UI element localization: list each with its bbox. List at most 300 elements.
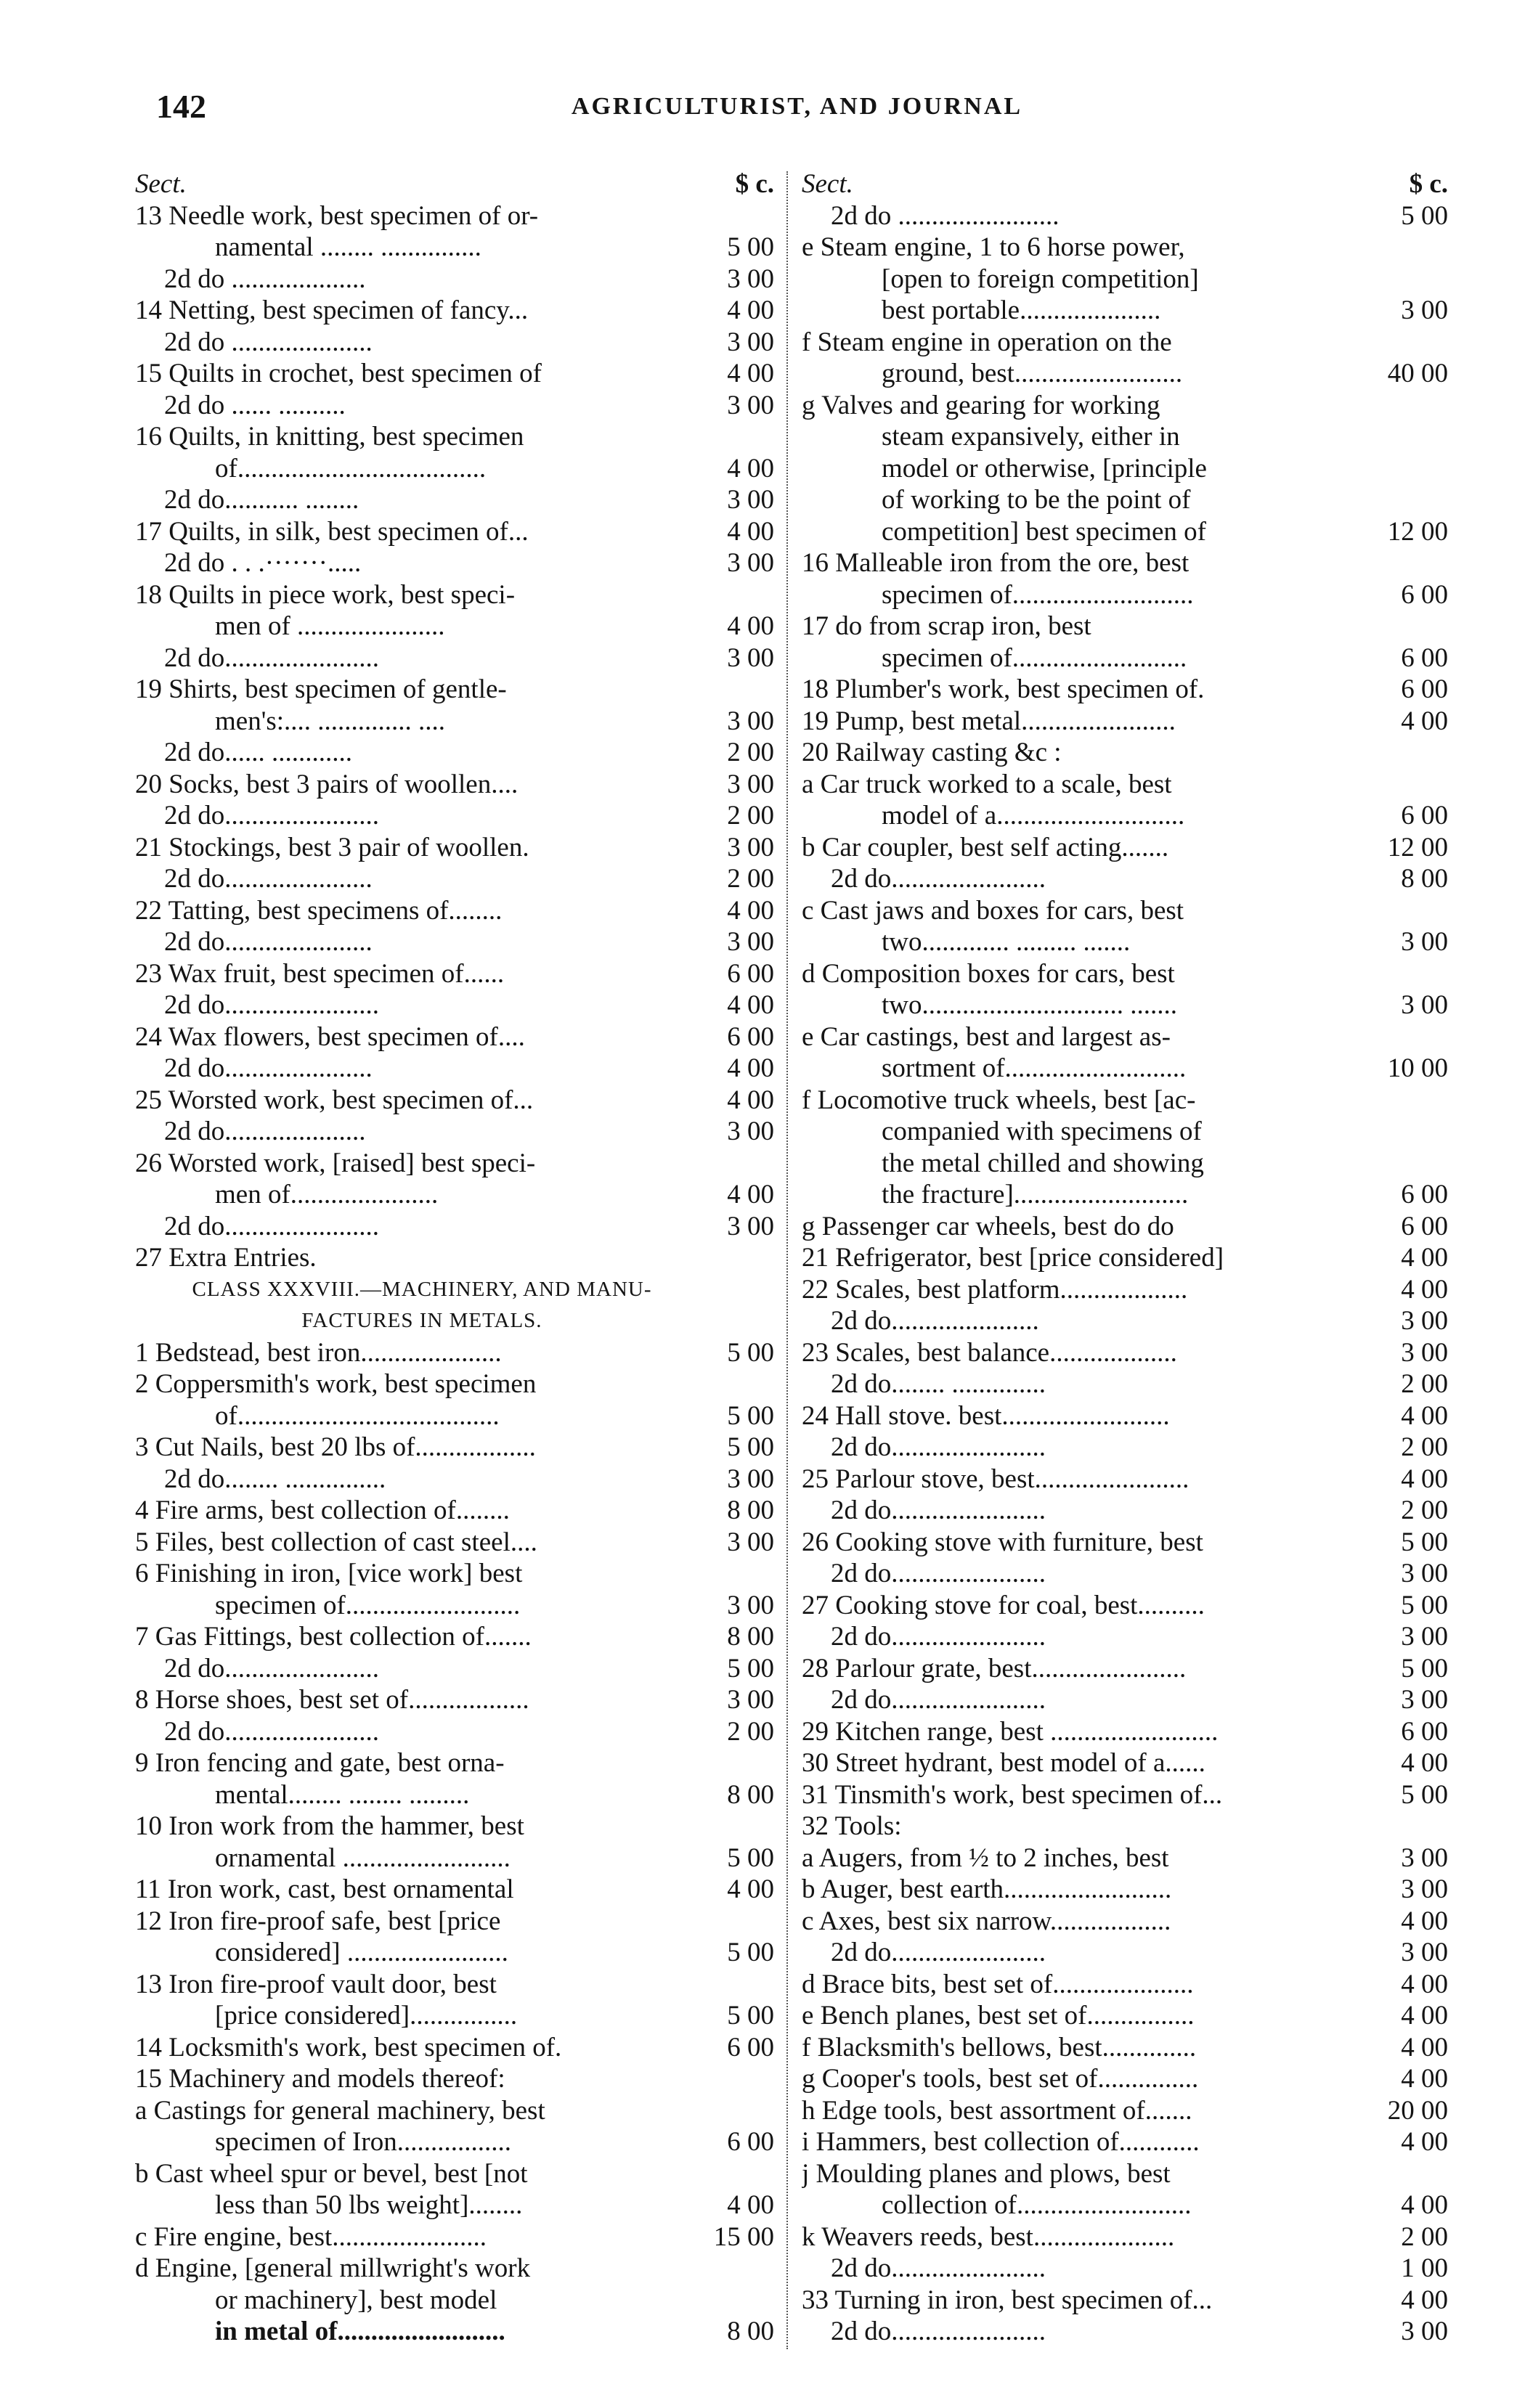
list-item — [802, 926, 1448, 958]
list-item — [135, 295, 774, 327]
entry-text: 22 Tatting, best specimens of........ — [135, 895, 503, 926]
entry-text: 33 Turning in iron, best specimen of... — [802, 2285, 1213, 2315]
entry-amount: 8 00 — [1401, 864, 1448, 894]
list-item — [135, 1053, 774, 1085]
list-item — [135, 390, 774, 422]
list-item — [135, 1590, 774, 1622]
list-item — [802, 1874, 1448, 1906]
list-item — [802, 1148, 1448, 1180]
list-item — [135, 2285, 774, 2317]
list-item — [802, 295, 1448, 327]
entry-text: model of a............................ — [882, 801, 1185, 830]
entry-amount: 5 00 — [1401, 1527, 1448, 1557]
entry-amount: 6 00 — [1401, 1180, 1448, 1209]
list-item — [802, 1811, 1448, 1842]
list-item — [802, 421, 1448, 453]
entry-amount: 5 00 — [727, 1337, 774, 1368]
list-item — [802, 2285, 1448, 2317]
entry-amount: 4 00 — [727, 516, 774, 547]
right-column — [802, 168, 1448, 2348]
entry-text: 17 Quilts, in silk, best specimen of... — [135, 516, 529, 547]
entry-amount: 4 00 — [1401, 2032, 1448, 2062]
entry-amount: 4 00 — [1401, 1243, 1448, 1273]
list-item — [802, 1621, 1448, 1653]
entry-text: 2d do........ .............. — [831, 1369, 1046, 1399]
entry-amount: 3 00 — [727, 1590, 774, 1620]
list-item — [135, 1432, 774, 1464]
entry-amount: 5 00 — [727, 1432, 774, 1462]
entry-amount: 6 00 — [1401, 642, 1448, 673]
list-item — [802, 674, 1448, 706]
entry-amount: 4 00 — [1401, 1464, 1448, 1494]
entry-text: men of ...................... — [215, 611, 445, 641]
entry-text: Sect. — [135, 169, 187, 199]
list-item — [802, 832, 1448, 864]
list-item — [802, 611, 1448, 642]
list-item — [802, 264, 1448, 295]
list-item — [802, 1716, 1448, 1748]
entry-amount: 4 00 — [727, 359, 774, 388]
list-item — [802, 547, 1448, 579]
list-item — [802, 327, 1448, 359]
entry-amount: $ c. — [1409, 169, 1448, 199]
entry-text: 2d do........ ............... — [164, 1464, 386, 1494]
entry-amount: 4 00 — [1401, 2285, 1448, 2315]
entry-amount: 4 00 — [727, 895, 774, 926]
list-item — [135, 1148, 774, 1180]
entry-amount: 3 00 — [727, 327, 774, 357]
entry-text: men of...................... — [215, 1180, 439, 1209]
entry-amount: 3 00 — [727, 390, 774, 420]
entry-text: 2d do...................... — [164, 927, 373, 957]
entry-text: companied with specimens of — [882, 1117, 1202, 1146]
list-item — [802, 1305, 1448, 1337]
entry-amount: 3 00 — [727, 1685, 774, 1715]
entry-amount: 4 00 — [1401, 1969, 1448, 1999]
list-item — [135, 1116, 774, 1148]
list-item — [135, 1716, 774, 1748]
entry-text: 2 Coppersmith's work, best specimen — [135, 1369, 537, 1399]
list-item — [802, 1053, 1448, 1085]
list-item — [802, 2095, 1448, 2127]
entry-text: e Bench planes, best set of................ — [802, 2001, 1195, 2031]
list-item — [802, 1021, 1448, 1053]
entry-amount: 4 00 — [1401, 1906, 1448, 1936]
entry-text: 14 Netting, best specimen of fancy... — [135, 295, 529, 325]
entry-text: 23 Scales, best balance................... — [802, 1337, 1177, 1368]
list-item — [135, 358, 774, 390]
entry-amount: 4 00 — [727, 295, 774, 325]
list-item — [135, 1527, 774, 1559]
list-item — [135, 1274, 774, 1306]
entry-text: 17 do from scrap iron, best — [802, 611, 1091, 641]
list-item — [135, 2316, 774, 2348]
entry-text: 20 Socks, best 3 pairs of woollen.... — [135, 769, 518, 799]
entry-text: g Valves and gearing for working — [802, 390, 1160, 420]
entry-amount: 4 00 — [727, 611, 774, 641]
list-item — [135, 958, 774, 990]
entry-text: 19 Shirts, best specimen of gentle- — [135, 674, 507, 704]
entry-amount: 3 00 — [727, 832, 774, 862]
entry-text: steam expansively, either in — [882, 422, 1180, 452]
list-item — [802, 453, 1448, 485]
entry-text: 2d do....................... — [831, 1495, 1046, 1525]
journal-title: AGRICULTURIST, AND JOURNAL — [571, 93, 1023, 120]
entry-text: model or otherwise, [principle — [882, 453, 1207, 483]
entry-text: the fracture].......................... — [882, 1180, 1189, 1209]
entry-amount: 3 00 — [727, 642, 774, 673]
list-item — [135, 421, 774, 453]
list-item — [135, 2063, 774, 2095]
entry-amount: 6 00 — [1401, 1211, 1448, 1241]
entry-text: 2d do....................... — [831, 1685, 1046, 1715]
entry-text: 22 Scales, best platform................... — [802, 1274, 1188, 1305]
entry-amount: 4 00 — [1401, 2190, 1448, 2220]
list-item — [802, 1779, 1448, 1811]
entry-amount: 5 00 — [1401, 1779, 1448, 1810]
list-item — [802, 1432, 1448, 1464]
entry-text: 29 Kitchen range, best ......................... — [802, 1716, 1219, 1747]
entry-text: d Brace bits, best set of..................... — [802, 1969, 1194, 1999]
entry-amount: 5 00 — [727, 1938, 774, 1967]
list-item — [802, 2189, 1448, 2221]
entry-amount: $ c. — [735, 169, 774, 199]
list-item — [802, 2000, 1448, 2032]
list-item — [135, 1747, 774, 1779]
entry-amount: 3 00 — [727, 706, 774, 736]
list-item — [802, 1747, 1448, 1779]
entry-amount: 5 00 — [727, 1400, 774, 1431]
list-item — [135, 1937, 774, 1969]
entry-amount: 3 00 — [1401, 1874, 1448, 1904]
entry-amount: 3 00 — [1401, 1559, 1448, 1588]
list-item — [135, 1842, 774, 1874]
entry-amount: 3 00 — [727, 1527, 774, 1557]
list-item — [135, 200, 774, 232]
list-item — [802, 1558, 1448, 1590]
entry-text: 2d do .................... — [164, 264, 366, 294]
entry-text: a Augers, from ½ to 2 inches, best — [802, 1842, 1169, 1873]
entry-text: a Car truck worked to a scale, best — [802, 769, 1172, 799]
entry-amount: 3 00 — [727, 548, 774, 578]
entry-text: e Steam engine, 1 to 6 horse power, — [802, 232, 1185, 262]
list-item — [135, 1242, 774, 1274]
entry-text: 2d do....................... — [831, 1559, 1046, 1588]
entry-text: CLASS XXXVIII.—MACHINERY, AND MANU- — [192, 1277, 652, 1301]
entry-amount: 4 00 — [1401, 2127, 1448, 2157]
entry-amount: 4 00 — [727, 1180, 774, 1209]
list-item — [802, 1116, 1448, 1148]
list-item — [802, 706, 1448, 738]
list-item — [135, 1495, 774, 1527]
entry-amount: 5 00 — [1401, 1653, 1448, 1683]
entry-text: f Blacksmith's bellows, best.............. — [802, 2032, 1197, 2062]
entry-text: 10 Iron work from the hammer, best — [135, 1811, 524, 1841]
entry-amount: 3 00 — [1401, 1306, 1448, 1336]
list-item — [135, 2158, 774, 2190]
entry-text: FACTURES IN METALS. — [301, 1309, 542, 1332]
list-item — [802, 516, 1448, 548]
entry-text: ornamental ......................... — [215, 1842, 511, 1873]
entry-amount: 3 00 — [1401, 1842, 1448, 1873]
entry-text: namental ........ ............... — [215, 232, 481, 262]
list-item — [135, 1779, 774, 1811]
entry-text: 2d do..................... — [164, 1117, 366, 1146]
list-item — [135, 642, 774, 674]
entry-text: 2d do....................... — [164, 1211, 379, 1241]
entry-amount: 3 00 — [727, 264, 774, 294]
list-item — [135, 1969, 774, 2001]
list-item — [802, 1906, 1448, 1938]
list-item — [802, 1842, 1448, 1874]
list-item — [802, 1969, 1448, 2001]
entry-text: 19 Pump, best metal....................... — [802, 706, 1176, 736]
list-item — [802, 1211, 1448, 1243]
entry-text: 2d do ..................... — [164, 327, 373, 357]
entry-text: 16 Malleable iron from the ore, best — [802, 548, 1190, 578]
entry-text: 15 Quilts in crochet, best specimen of — [135, 359, 542, 388]
list-item — [135, 832, 774, 864]
list-item — [802, 1274, 1448, 1306]
list-item — [135, 2253, 774, 2285]
entry-amount: 8 00 — [727, 1495, 774, 1525]
list-item — [135, 1874, 774, 1906]
entry-amount: 1 00 — [1401, 2253, 1448, 2283]
entry-amount: 5 00 — [1401, 1590, 1448, 1620]
list-item — [802, 390, 1448, 422]
entry-text: or machinery], best model — [215, 2285, 497, 2315]
list-item — [802, 1400, 1448, 1432]
entry-amount: 2 00 — [727, 864, 774, 894]
entry-text: 7 Gas Fittings, best collection of....... — [135, 1622, 532, 1652]
entry-text: 2d do ...... .......... — [164, 390, 346, 420]
entry-text: 9 Iron fencing and gate, best orna- — [135, 1748, 505, 1778]
entry-text: 26 Worsted work, [raised] best speci- — [135, 1148, 536, 1178]
entry-text: b Cast wheel spur or bevel, best [not — [135, 2158, 528, 2189]
list-item — [135, 2189, 774, 2221]
list-item — [135, 1179, 774, 1211]
entry-text: 13 Needle work, best specimen of or- — [135, 200, 539, 231]
list-item — [802, 2253, 1448, 2285]
entry-text: 2d do....................... — [164, 642, 379, 673]
entry-text: 5 Files, best collection of cast steel.... — [135, 1527, 537, 1557]
entry-text: f Locomotive truck wheels, best [ac- — [802, 1085, 1196, 1115]
list-item — [135, 516, 774, 548]
entry-text: 2d do....................... — [831, 1432, 1046, 1462]
list-item — [135, 1621, 774, 1653]
entry-amount: 12 00 — [1387, 516, 1448, 547]
entry-text: 2d do....................... — [831, 864, 1046, 894]
entry-text: 2d do....................... — [164, 1716, 379, 1747]
list-item — [135, 1211, 774, 1243]
entry-amount: 6 00 — [727, 2032, 774, 2062]
entry-amount: 3 00 — [1401, 1685, 1448, 1715]
entry-text: 20 Railway casting &c : — [802, 738, 1062, 767]
list-item — [135, 1368, 774, 1400]
entry-text: c Cast jaws and boxes for cars, best — [802, 895, 1184, 926]
list-item — [135, 769, 774, 801]
list-item — [802, 1937, 1448, 1969]
list-item — [135, 1464, 774, 1495]
entry-text: 16 Quilts, in knitting, best specimen — [135, 422, 524, 452]
entry-amount: 3 00 — [1401, 990, 1448, 1020]
entry-text: 23 Wax fruit, best specimen of...... — [135, 958, 505, 989]
entry-text: e Car castings, best and largest as- — [802, 1021, 1171, 1052]
list-item — [135, 1684, 774, 1716]
entry-text: 2d do....................... — [164, 990, 379, 1020]
entry-text: 14 Locksmith's work, best specimen of. — [135, 2032, 562, 2062]
list-item — [802, 1368, 1448, 1400]
entry-text: collection of.......................... — [882, 2190, 1192, 2220]
list-item — [802, 958, 1448, 990]
list-item — [135, 484, 774, 516]
list-item — [802, 2316, 1448, 2348]
entry-text: [price considered]................ — [215, 2001, 518, 2031]
list-item — [802, 737, 1448, 769]
entry-amount: 6 00 — [727, 1021, 774, 1052]
entry-text: best portable..................... — [882, 295, 1161, 325]
list-item — [135, 579, 774, 611]
entry-text: g Cooper's tools, best set of............... — [802, 2064, 1199, 2094]
list-item — [135, 863, 774, 895]
entry-amount: 6 00 — [1401, 801, 1448, 830]
entry-amount: 4 00 — [1401, 2064, 1448, 2094]
list-item — [802, 232, 1448, 264]
list-item — [802, 2158, 1448, 2190]
list-item — [802, 1495, 1448, 1527]
list-item — [135, 1653, 774, 1685]
entry-text: 2d do....................... — [164, 1653, 379, 1683]
list-item — [135, 264, 774, 295]
entry-text: 27 Extra Entries. — [135, 1243, 317, 1273]
entry-amount: 8 00 — [727, 1779, 774, 1810]
entry-text: i Hammers, best collection of............ — [802, 2127, 1200, 2157]
entry-amount: 8 00 — [727, 2317, 774, 2346]
entry-text: 28 Parlour grate, best....................... — [802, 1653, 1187, 1683]
list-item — [135, 611, 774, 642]
entry-text: 24 Wax flowers, best specimen of.... — [135, 1021, 525, 1052]
entry-amount: 6 00 — [727, 2127, 774, 2157]
entry-text: 26 Cooking stove with furniture, best — [802, 1527, 1203, 1557]
list-item — [135, 674, 774, 706]
entry-amount: 4 00 — [1401, 2001, 1448, 2031]
list-item — [135, 1337, 774, 1369]
entry-text: 2d do...................... — [164, 1053, 373, 1083]
list-item — [802, 1337, 1448, 1369]
list-item — [135, 453, 774, 485]
list-item — [135, 1400, 774, 1432]
entry-text: 15 Machinery and models thereof: — [135, 2064, 505, 2094]
entry-text: f Steam engine in operation on the — [802, 327, 1172, 357]
entry-text: the metal chilled and showing — [882, 1148, 1204, 1178]
list-item — [802, 1684, 1448, 1716]
entry-text: 11 Iron work, cast, best ornamental — [135, 1874, 514, 1904]
running-head — [156, 87, 1438, 138]
entry-text: 2d do....................... — [831, 1622, 1046, 1652]
list-item — [802, 863, 1448, 895]
entry-text: competition] best specimen of — [882, 516, 1206, 547]
entry-amount: 2 00 — [727, 1716, 774, 1747]
entry-text: 12 Iron fire-proof safe, best [price — [135, 1906, 501, 1936]
list-item — [802, 358, 1448, 390]
list-item — [135, 1085, 774, 1117]
entry-text: mental........ ........ ......... — [215, 1779, 470, 1810]
list-item — [135, 1811, 774, 1842]
entry-amount: 8 00 — [727, 1622, 774, 1652]
list-item — [802, 168, 1448, 200]
list-item — [802, 989, 1448, 1021]
entry-amount: 4 00 — [727, 1874, 774, 1904]
entry-text: a Castings for general machinery, best — [135, 2095, 545, 2126]
entry-amount: 4 00 — [727, 2190, 774, 2220]
entry-amount: 5 00 — [727, 1842, 774, 1873]
entry-text: specimen of.......................... — [215, 1590, 521, 1620]
entry-text: b Auger, best earth......................... — [802, 1874, 1172, 1904]
list-item — [802, 800, 1448, 832]
entry-text: 32 Tools: — [802, 1811, 902, 1841]
list-item — [135, 2126, 774, 2158]
entry-amount: 10 00 — [1387, 1053, 1448, 1083]
entry-text: in metal of......................... — [215, 2317, 505, 2346]
list-item — [135, 1906, 774, 1938]
entry-amount: 2 00 — [1401, 1369, 1448, 1399]
entry-amount: 3 00 — [1401, 295, 1448, 325]
entry-amount: 3 00 — [727, 1211, 774, 1241]
entry-text: 2d do . . .·······..... — [164, 548, 362, 578]
entry-amount: 3 00 — [727, 769, 774, 799]
entry-amount: 15 00 — [713, 2221, 774, 2252]
entry-text: of....................................... — [215, 1400, 500, 1431]
entry-text: 2d do...................... — [831, 1306, 1039, 1336]
entry-text: d Engine, [general millwright's work — [135, 2253, 531, 2283]
list-item — [135, 327, 774, 359]
entry-text: 8 Horse shoes, best set of.................. — [135, 1685, 529, 1715]
entry-text: specimen of........................... — [882, 579, 1194, 610]
entry-text: ground, best......................... — [882, 359, 1183, 388]
entry-text: j Moulding planes and plows, best — [802, 2158, 1171, 2189]
entry-amount: 40 00 — [1387, 359, 1448, 388]
list-item — [135, 2095, 774, 2127]
entry-amount: 4 00 — [727, 1085, 774, 1115]
entry-amount: 4 00 — [727, 453, 774, 483]
list-item — [802, 1085, 1448, 1117]
list-item — [135, 1305, 774, 1337]
entry-text: 6 Finishing in iron, [vice work] best — [135, 1559, 523, 1588]
entry-text: specimen of.......................... — [882, 642, 1187, 673]
entry-text: 2d do....................... — [164, 801, 379, 830]
entry-amount: 3 00 — [727, 1464, 774, 1494]
entry-amount: 4 00 — [1401, 1274, 1448, 1305]
entry-amount: 2 00 — [1401, 1495, 1448, 1525]
entry-text: h Edge tools, best assortment of....... — [802, 2095, 1192, 2126]
entry-text: sortment of........................... — [882, 1053, 1187, 1083]
entry-amount: 3 00 — [1401, 2317, 1448, 2346]
list-item — [135, 737, 774, 769]
list-item — [135, 926, 774, 958]
entry-amount: 6 00 — [1401, 1716, 1448, 1747]
list-item — [802, 2221, 1448, 2253]
entry-text: less than 50 lbs weight]........ — [215, 2190, 523, 2220]
entry-amount: 3 00 — [727, 485, 774, 515]
entry-amount: 4 00 — [1401, 1400, 1448, 1431]
entry-text: 27 Cooking stove for coal, best.......... — [802, 1590, 1205, 1620]
list-item — [135, 547, 774, 579]
entry-amount: 2 00 — [727, 738, 774, 767]
entry-amount: 2 00 — [1401, 1432, 1448, 1462]
list-item — [802, 1590, 1448, 1622]
entry-text: of..................................... — [215, 453, 487, 483]
list-item — [802, 769, 1448, 801]
